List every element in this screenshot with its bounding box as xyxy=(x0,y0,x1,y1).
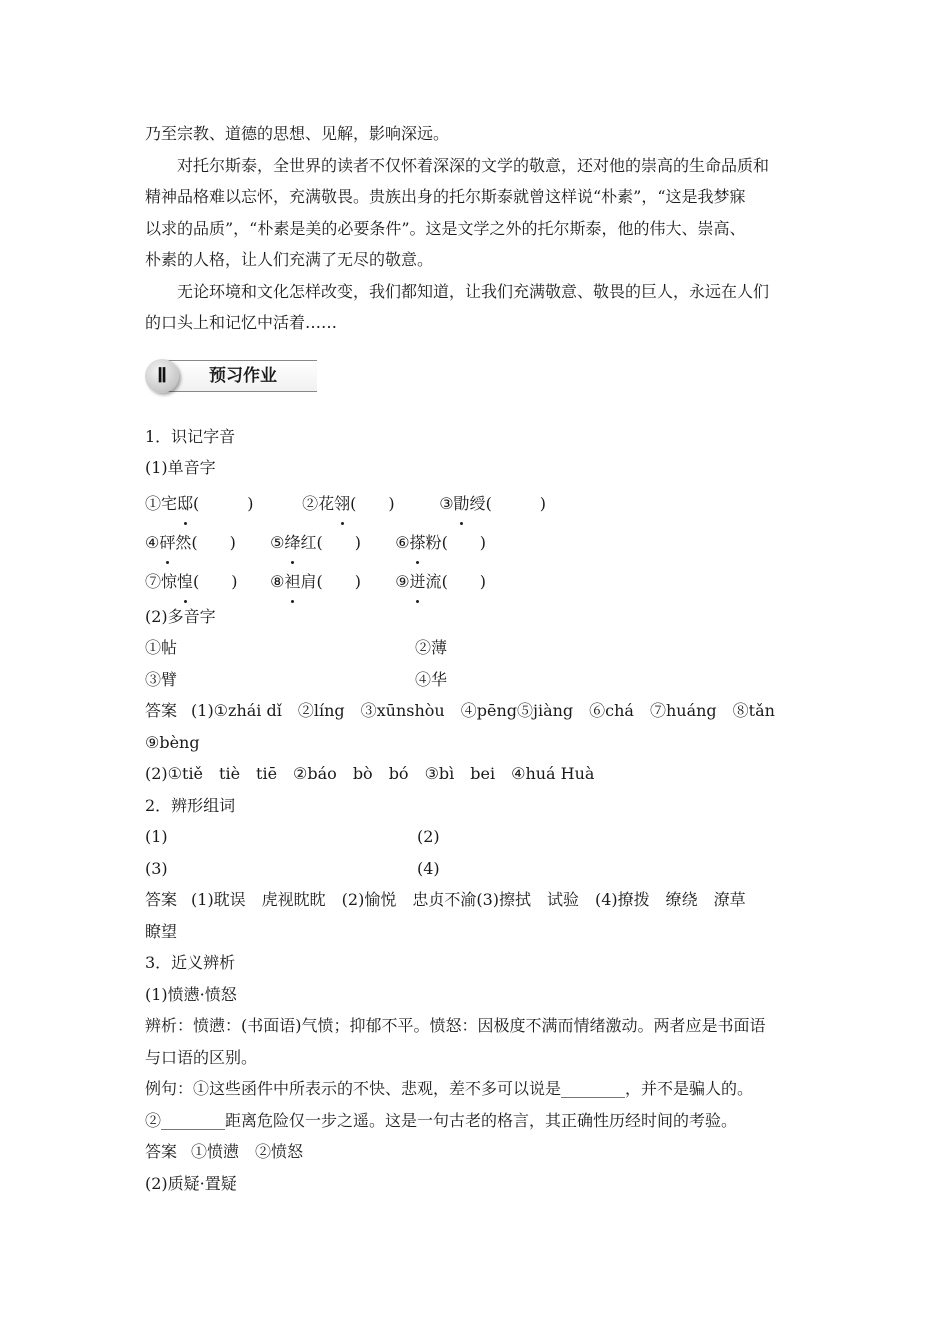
answer-blank: ( ) xyxy=(316,532,361,552)
answer-blank: ( ) xyxy=(193,493,254,513)
document-page xyxy=(145,118,813,1199)
q2-heading: 2．辨形组词 xyxy=(145,795,236,815)
pinyin-item: ⑨迸流( ) xyxy=(395,562,486,601)
answer-text: (1)①zhái dǐ ②líng ③xūnshòu ④pēng⑤jiàng ⑥chá ⑦huáng ⑧tǎn xyxy=(191,701,775,720)
q2-answer xyxy=(145,884,813,916)
q1-answer-poly: (2)①tiě tiè tiē ②báo bò bó ③bì bei ④huá Huà xyxy=(145,764,595,783)
answer-blank: ( ) xyxy=(485,493,547,513)
q2-item: (3) xyxy=(145,858,168,878)
pinyin-item: ⑥搽粉( ) xyxy=(395,523,486,562)
answer-blank: ( ) xyxy=(316,571,361,591)
q3-example-1: 例句：①这些函件中所表示的不快、悲观，差不多可以说是________，并不是骗人的。 xyxy=(145,1079,754,1098)
pinyin-item: ③勖绶( ) xyxy=(439,484,546,523)
q1-heading: 1．识记字音 xyxy=(145,426,236,446)
intro-paragraph-3 xyxy=(145,276,813,339)
answer-text: (1)耽误 虎视眈眈 (2)愉悦 忠贞不渝(3)擦拭 试验 (4)撩拨 缭绕 潦草 xyxy=(191,890,746,909)
q2-item: (1) xyxy=(145,827,168,846)
poly-item: ③臂 xyxy=(145,669,178,689)
paragraph-line: 以求的品质”，“朴素是美的必要条件”。这是文学之外的托尔斯泰，他的伟大、崇高、 xyxy=(145,218,746,238)
pinyin-item: ④砰然( ) xyxy=(145,523,265,562)
q3-analysis-cont: 与口语的区别。 xyxy=(145,1047,258,1067)
paragraph-line: 的口头上和记忆中活着…… xyxy=(145,313,338,332)
pinyin-row xyxy=(145,484,813,523)
q1-sub-heading-poly: (2)多音字 xyxy=(145,606,216,626)
q3-sub-heading-2: (2)质疑·置疑 xyxy=(145,1173,237,1193)
intro-paragraph-2 xyxy=(145,150,813,276)
answer-blank: ( ) xyxy=(193,571,238,591)
q2-item: (2) xyxy=(417,827,440,846)
poly-item: ④华 xyxy=(415,669,448,689)
q1-answer-cont: ⑨bèng xyxy=(145,732,200,752)
q3-example-2: ②________距离危险仅一步之遥。这是一句古老的格言，其正确性历经时间的考验。 xyxy=(145,1110,738,1130)
poly-row xyxy=(145,664,813,696)
q2-grid-row xyxy=(145,821,813,853)
section-title: 预习作业 xyxy=(209,365,277,386)
q2-answer-cont: 瞭望 xyxy=(145,921,178,941)
poly-row xyxy=(145,632,813,664)
q2-item: (4) xyxy=(417,858,440,878)
paragraph-line: 对托尔斯泰，全世界的读者不仅怀着深深的文学的敬意，还对他的崇高的生命品质和 xyxy=(177,155,770,175)
paragraph-line: 朴素的人格，让人们充满了无尽的敬意。 xyxy=(145,250,434,269)
answer-text: ①愤懑 ②愤怒 xyxy=(191,1142,304,1161)
pinyin-item: ⑧袒肩( ) xyxy=(270,562,390,601)
poly-item: ②薄 xyxy=(415,638,448,657)
answer-blank: ( ) xyxy=(441,571,487,591)
section-header xyxy=(145,347,813,415)
answer-blank: ( ) xyxy=(191,532,236,552)
pinyin-item: ②花翎( ) xyxy=(302,484,434,523)
section-number-badge: Ⅱ xyxy=(145,359,179,393)
answer-blank: ( ) xyxy=(350,493,395,513)
q1-answer xyxy=(145,695,813,727)
paragraph-line: 无论环境和文化怎样改变，我们都知道，让我们充满敬意、敬畏的巨人，永远在人们 xyxy=(177,281,770,301)
q3-sub-heading-1: (1)愤懑·愤怒 xyxy=(145,984,237,1004)
paragraph-line: 精神品格难以忘怀，充满敬畏。贵族出身的托尔斯泰就曾这样说“朴素”，“这是我梦寐 xyxy=(145,187,746,206)
answer-label: 答案 xyxy=(145,701,178,720)
intro-paragraph-end: 乃至宗教、道德的思想、见解，影响深远。 xyxy=(145,124,450,143)
q2-grid-row xyxy=(145,853,813,885)
q1-sub-heading-single: (1)单音字 xyxy=(145,458,216,477)
answer-blank: ( ) xyxy=(441,532,487,552)
pinyin-item: ⑤绛红( ) xyxy=(270,523,390,562)
pinyin-item: ⑦惊惶( ) xyxy=(145,562,265,601)
q3-analysis: 辨析：愤懑：(书面语)气愤；抑郁不平。愤怒：因极度不满而情绪激动。两者应是书面语 xyxy=(145,1016,766,1035)
answer-label: 答案 xyxy=(145,1142,178,1161)
pinyin-item: ①宅邸( ) xyxy=(145,484,297,523)
q3-heading: 3．近义辨析 xyxy=(145,953,236,972)
q3-answer xyxy=(145,1136,813,1168)
pinyin-row xyxy=(145,562,813,601)
poly-item: ①帖 xyxy=(145,638,178,657)
pinyin-row xyxy=(145,523,813,562)
answer-label: 答案 xyxy=(145,890,178,909)
